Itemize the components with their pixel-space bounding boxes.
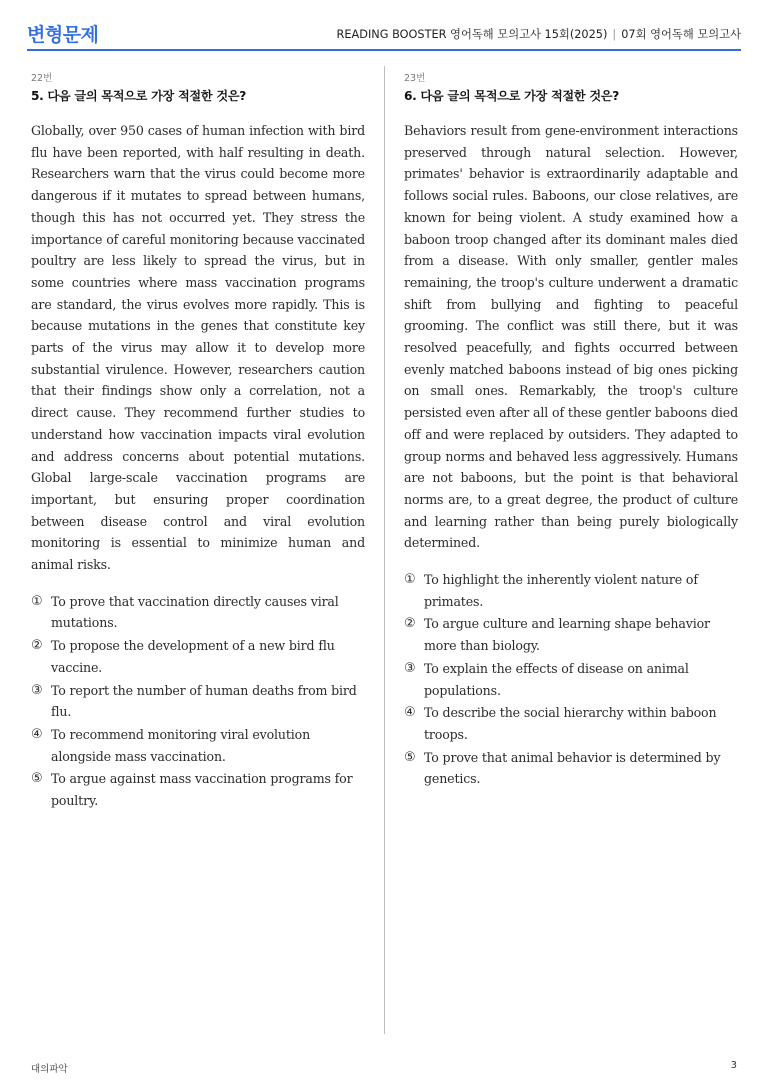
answer-option-3[interactable] [404,658,738,701]
answer-option-4[interactable] [31,724,365,767]
option-text: To describe the social hierarchy within baboon troops. [424,705,717,742]
option-text: To argue culture and learning shape behavior more than biology. [424,616,710,654]
question-block-6 [404,70,738,791]
question-title: 6. 다음 글의 목적으로 가장 적절한 것은? [404,89,620,103]
option-text: To report the number of human deaths from bird flu. [51,682,357,720]
answer-options [31,591,365,812]
answer-option-3[interactable] [31,680,365,723]
option-text: To propose the development of a new bird flu vaccine. [51,638,335,675]
page-header [27,18,741,51]
header-separator: | [612,28,617,41]
answer-option-4[interactable] [404,702,738,745]
footer-section-label: 대의파악 [31,1064,68,1075]
question-block-5 [31,70,365,813]
answer-option-2[interactable] [31,635,365,678]
column-divider [384,66,385,1034]
answer-option-2[interactable] [404,613,738,656]
option-number: ① [31,593,43,609]
answer-option-1[interactable] [404,569,738,612]
brand-title: 변형문제 [27,24,99,46]
option-number: ④ [404,705,416,721]
option-text: To argue against mass vaccination programs for poultry. [51,771,353,809]
option-text: To highlight the inherently violent nature of primates. [424,572,698,609]
option-number: ② [404,616,416,632]
answer-option-1[interactable] [31,591,365,634]
option-number: ④ [31,726,43,742]
header-book-title: READING BOOSTER 영어독해 모의고사 15회(2025) [336,28,608,41]
option-text: To explain the effects of disease on animal populations. [424,660,689,698]
header-test-title: 07회 영어독해 모의고사 [621,28,741,41]
answer-option-5[interactable] [31,768,365,811]
option-number: ⑤ [404,749,416,765]
header-info [337,26,741,42]
option-number: ② [31,638,43,654]
question-passage: Globally, over 950 cases of human infection with bird flu have been reported, with half resulting in death. Researchers warn that the virus could become more dangerous if it mutates to spread between humans, though this has not occurred yet. They stress the importance of careful monitoring because vaccinated poultry are less likely to spread the virus, but in some countries where mass vaccination programs are standard, the virus evolves more rapidly. This is because mutations in the genes that constitute key parts of the virus may allow it to develop more substantial virulence. However, researchers caution that their findings show only a correlation, not a direct cause. They recommend further studies to understand how vaccination impacts viral evolution and address concerns about potential mutations. Global large-scale vaccination programs are important, but ensuring proper coordination between disease control and viral evolution monitoring is essential to minimize human and animal risks. [31,123,365,573]
option-number: ③ [31,682,43,698]
answer-option-5[interactable] [404,747,738,790]
question-title: 5. 다음 글의 목적으로 가장 적절한 것은? [31,89,247,103]
page-number: 3 [730,1060,737,1071]
option-text: To prove that animal behavior is determined by genetics. [424,749,721,787]
answer-options [404,569,738,790]
question-passage: Behaviors result from gene-environment interactions preserved through natural selection. However, primates' behavior is extraordinarily adaptable and follows social rules. Baboons, our close relatives, are known for being violent. A study examined how a baboon troop changed after its dominant males died from a disease. With only smaller, gentler males remaining, the troop's culture underwent a dramatic shift from bullying and fighting to peaceful grooming. The conflict was still there, but it was resolved peacefully, and fights occurred between evenly matched baboons instead of big ones picking on small ones. Remarkably, the troop's culture persisted even after all of these gentler baboons died off and were replaced by outsiders. They adapted to group norms and behaved less aggressively. Humans are not baboons, but the point is that behavioral norms are, to a great degree, the product of culture and learning rather than being purely biologically determined. [404,123,738,551]
option-number: ⑤ [31,771,43,787]
option-number: ③ [404,660,416,676]
question-source-number: 23번 [404,73,426,84]
option-text: To prove that vaccination directly causes viral mutations. [51,593,339,631]
question-source-number: 22번 [31,73,53,84]
option-number: ① [404,572,416,588]
option-text: To recommend monitoring viral evolution alongside mass vaccination. [51,726,311,764]
